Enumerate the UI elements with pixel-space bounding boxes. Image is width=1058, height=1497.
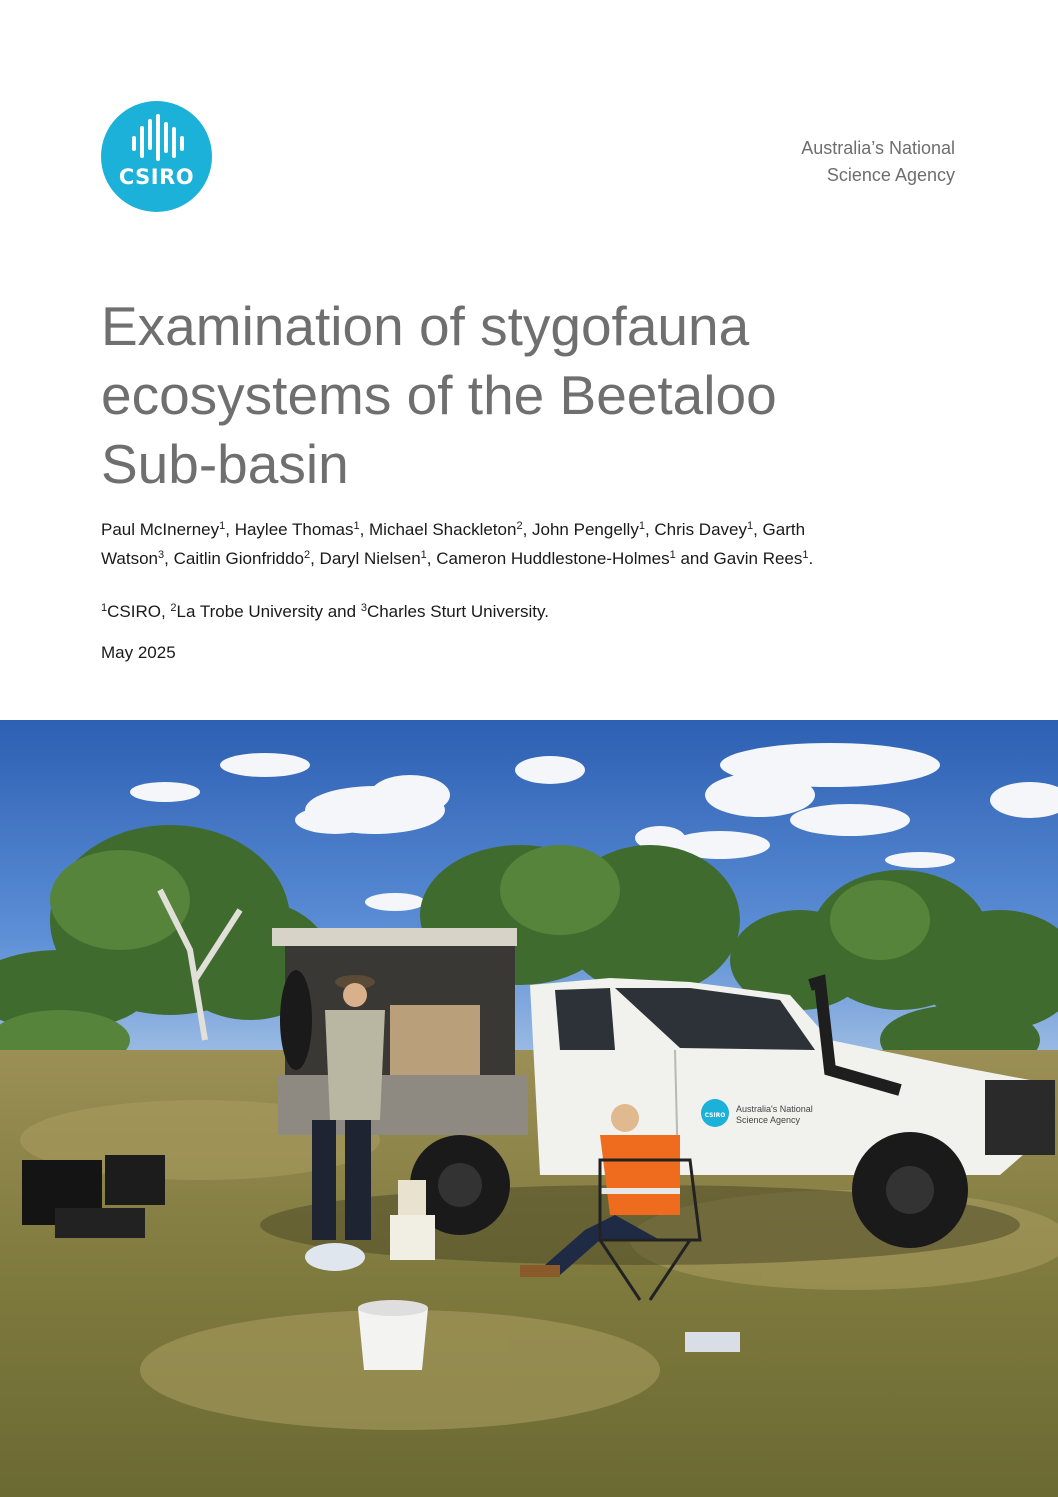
author-line-1: Paul McInerney$^1$, Haylee Thomas$^1$, Michael Shackleton$^2$, John Pengelly$^1$, Chris Davey$^1$, Garth [101,520,806,539]
report-title [101,292,961,499]
author-line-2: Watson$^3$, Caitlin Gionfriddo$^2$, Daryl Nielsen$^1$, Cameron Huddlestone-Holmes$^1$ and Gavin Rees$^1$. [101,549,814,568]
logo-wordmark: CSIRO [118,165,195,189]
publication-date: May 2025 [101,643,176,662]
author-list [101,515,961,573]
title-line-3: Sub-basin [101,433,349,495]
cover-photo [0,720,1058,1497]
field-sampling-illustration [0,720,1058,1497]
agency-line-1: Australia’s National [801,138,955,158]
door-logo-text: CSIRO [704,1112,726,1119]
affiliations: $^1$CSIRO, $^2$La Trobe University and $^3$Charles Sturt University. [101,602,549,621]
csiro-wave-icon [101,101,212,212]
agency-tagline [801,135,955,189]
door-text-line-1: Australia's National [736,1104,813,1114]
door-text-line-2: Science Agency [736,1115,801,1125]
csiro-logo [101,101,212,212]
title-line-1: Examination of stygofauna [101,295,750,357]
title-line-2: ecosystems of the Beetaloo [101,364,777,426]
agency-line-2: Science Agency [826,165,955,185]
